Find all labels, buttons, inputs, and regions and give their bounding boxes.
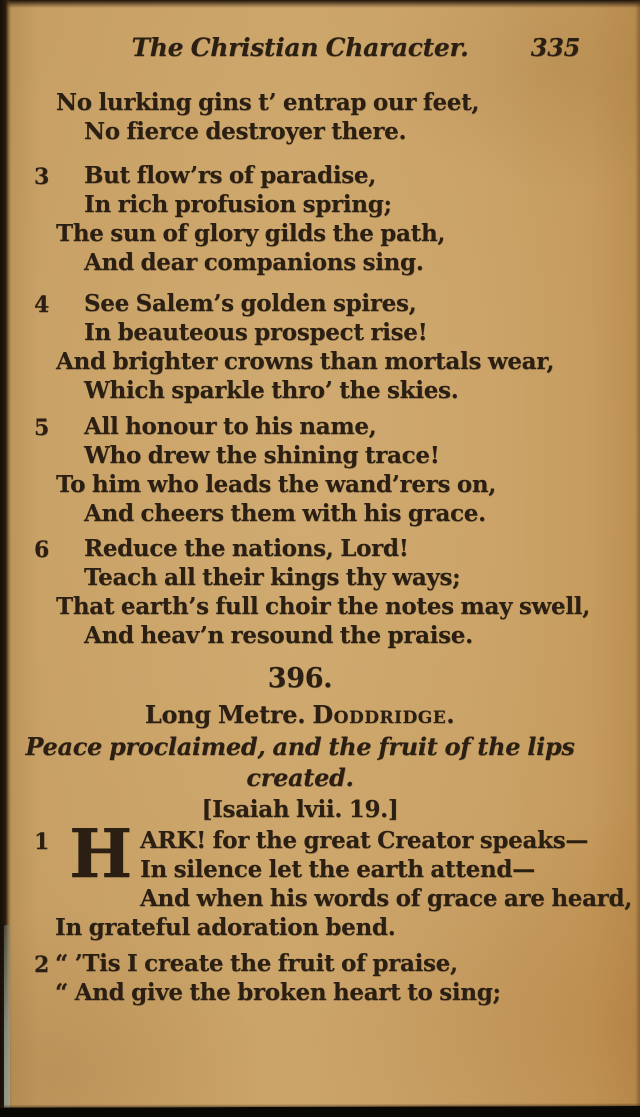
page-number: 335 [530,33,580,62]
hymn-verse-1 [0,814,640,942]
verse-line: That earth’s full choir the notes may swell, [56,593,590,620]
verse-line: And cheers them with his grace. [84,500,486,527]
verse-body [55,814,640,942]
verse-number: 2 [34,952,50,978]
hymn-author: Doddridge. [312,700,456,729]
hymn-meta [0,700,600,730]
verse-line: To him who leads the wand’rers on, [56,471,497,498]
stanza-number: 4 [34,292,50,318]
stanza-number: 3 [34,164,50,190]
verse-line: Teach all their kings thy ways; [84,564,461,591]
verse-line: And heav’n resound the praise. [84,622,473,649]
verse-line: Which sparkle thro’ the skies. [84,377,459,404]
hymn-verse-2 [0,949,640,1007]
verse-line: But flow’rs of paradise, [84,162,376,189]
verse-line: In grateful adoration bend. [55,914,396,941]
verse-line: And brighter crowns than mortals wear, [56,348,555,375]
verse-line: In beauteous prospect rise! [84,319,428,346]
verse-line: And dear companions sing. [84,249,424,276]
motto-line: created. [246,763,354,792]
verse-line: In rich profusion spring; [84,191,392,218]
hymn-number: 396. [267,663,333,694]
drop-cap: H [69,814,133,893]
verse-line: See Salem’s golden spires, [84,290,417,317]
stanza-4 [0,289,640,405]
verse-line: ARK! for the great Creator speaks— [140,827,589,854]
verse-line: No lurking gins t’ entrap our feet, [56,89,480,116]
verse-body [55,949,640,1007]
verse-line: All honour to his name, [84,413,377,440]
stanza-number: 5 [34,415,50,441]
scripture-reference: [Isaiah lvii. 19.] [201,796,399,823]
verse-line: “ ’Tis I create the fruit of praise, [55,950,458,977]
stanza-number: 6 [34,537,50,563]
verse-line: The sun of glory gilds the path, [56,220,446,247]
stanza-3 [0,161,640,277]
verse-line: In silence let the earth attend— [140,856,535,883]
verse-number: 1 [34,829,50,855]
stanza-5 [0,412,640,528]
verse-line: “ And give the broken heart to sing; [55,979,501,1006]
hymn-meter: Long Metre. [144,700,306,729]
running-title: The Christian Character. [131,33,469,62]
verse-line: Reduce the nations, Lord! [84,535,409,562]
motto-line: Peace proclaimed, and the fruit of the lips [25,732,575,761]
verse-line: Who drew the shining trace! [84,442,440,469]
verse-line: No fierce destroyer there. [84,118,407,145]
page-header [0,0,640,63]
hymn-motto [0,731,600,793]
stanza-6 [0,534,640,650]
stanza-continuation [0,88,640,146]
verse-line: And when his words of grace are heard, [140,885,632,912]
